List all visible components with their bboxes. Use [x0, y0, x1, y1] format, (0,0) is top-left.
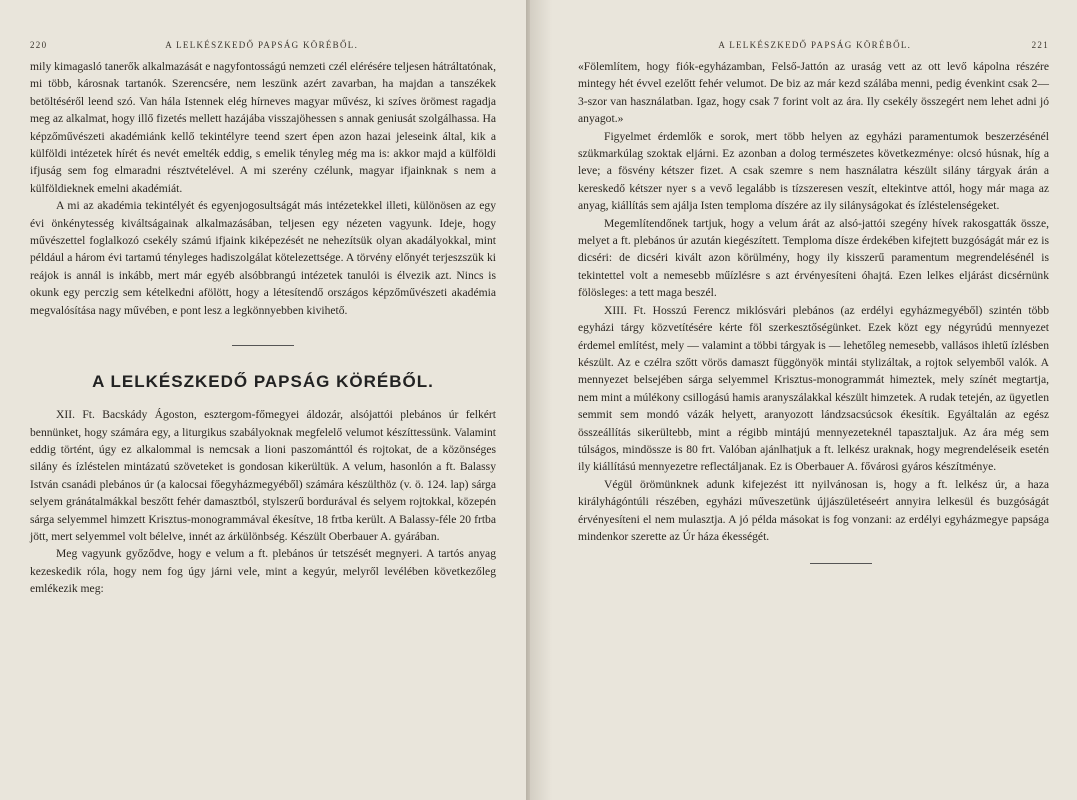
paragraph: Megemlítendőnek tartjuk, hogy a velum árát az alsó-jattói szegény hívek rakosgatták össze, melyet a ft. plebános úr azután kiegészített. Temploma dísze érdekében kifejtett buzgóságát már ez is dicséri: de dicséri kivált azon körülmény, hogy ily kisszerű paramentum megrendelésénél is tekintettel volt a nemesebb műízlésre s azt érvényesíteni óhajtá. Ezen lelkes eljárást dicsérnünk fölösleges: a tett maga beszél.: [578, 216, 1049, 300]
paragraph: Figyelmet érdemlők e sorok, mert több helyen az egyházi paramentumok beszerzésénél szükmarkúlag szoktak eljárni. Ez azonban a dolog természetes következménye: olcsó húsnak, híg a leve; a fösvény kétszer fizet. A csak szemre s nem használatra készült silány tárgyak árán a kereskedő kétszer nyer s a vevő legalább is tízszeresen veszít, eltekintve attól, hogy már maga az anyag, kiállítás sem ajálja Isten temploma díszére az ily silányságokat és ízléstelenségeket.: [578, 129, 1049, 213]
section-divider: [232, 345, 294, 346]
quotation-paragraph: «Fölemlítem, hogy fiók-egyházamban, Felső-Jattón az uraság vett az ott levő kápolna részére mintegy hét évvel ezelőtt fehér velumot. De biz az már kezd szálába menni, pedig évenkint csak 2—3-szor van használatban. Igaz, hogy csak 7 forint volt az ára. Ily csekély összegért nem lehet adni jó anyagot.»: [578, 60, 1049, 126]
section-title: A LELKÉSZKEDŐ PAPSÁG KÖRÉBŐL.: [92, 372, 434, 392]
paragraph: Meg vagyunk győződve, hogy e velum a ft. plebános úr tetszését megnyeri. A tartós anyag kezeskedik róla, hogy nem fog úgy járni vele, mint a kegyúr, melyről levélében következőleg emlékezik meg:: [30, 547, 496, 596]
running-head: A LELKÉSZKEDŐ PAPSÁG KÖRÉBŐL.: [165, 40, 359, 50]
closing-divider: [810, 563, 872, 564]
right-page: [530, 0, 1077, 800]
right-page-header: [578, 40, 1049, 58]
paragraph: mily kimagasló tanerők alkalmazását e nagyfontosságú nemzeti czél elérésére teljesen hátráltatónak, mi több, károsnak tartanók. Szerencsére, nem leszünk azért zavarban, ha majdan a tanszékek betöltéséről leend szó. Van hála Istennek elég hírneves magyar művész, ki szíves örömest ragadja meg az alkalmat, hogy illő fizetés mellett hazájába visszajöhessen s annak geniusát szolgálhassa. Ha képzőművészeti akadémiánk kellő tekintélyre teend szert épen azon hazai jeleseink által, kik a külföldi intézetek hírét és nevét emelték eddig, s emelik tényleg még ma is: akkor majd a külföldi ifjuság sem fog elmaradni résztvételével. A mi szerény czélunk, magyar ifjainknak s nem a külföldieknek emelni akadémiát.: [30, 60, 496, 195]
paragraph: XIII. Ft. Hosszú Ferencz miklósvári plebános (az erdélyi egyházmegyéből) szintén több egyházi tárgy közvetítésére kérte föl szerkesztőségünket. Ezek közt egy négyrúdú mennyezet érdemel említést, mely — valamint a többi tárgyak is — lehetőleg nemesebb, vallásos ihletű ízlésben készült. Az e czélra szőtt vörös damaszt függönyök mintái stylizáltak, a rojtok selyemből valók. A mennyezet belsejében sárga selyemmel Krisztus-monogrammát himeztek, mely színét megtartja, nem mint a múlékony csillogású hamis aranyszálakkal készült himzetek. A rudak tetején, az ügyetlen semmit sem mondó vázák helyett, aranyozott lándzsacsúcsok ékesítik. Egyáltalán az egész összeállítás sikerültebb, mint a régibb mintájú mennyezeteknél tapasztaljuk. Az ára még sem túlságos, mindössze is 80 frt. Valóban ajánlhatjuk a ft. lelkész uraknak, hogy megrendeléseik esetén ily kiállítású mennyezetre reflectáljanak. Ez is Oberbauer A. fővárosi gyáros készítménye.: [578, 303, 1049, 474]
paragraph: XII. Ft. Bacskády Ágoston, esztergom-főmegyei áldozár, alsójattói plebános úr felkért bennünket, hogy számára egy, a liturgikus szabályoknak megfelelő velumot készíttessünk. Valamint eddig történt, úgy ez alkalommal is nemcsak a lioni paszománttól és rojtokat, de a közönséges silány és ízléstelen mintázatú szöveteket is gondosan kikerültük. A velum, hasonlón a ft. Balassy István csanádi plebános úr (a kalocsai főegyházmegyéből) számára készülthöz (v. ö. 124. lap) sárga selyem gránátalmákkal beszőtt fehér damasztból, stylszerű bordurával és selyem rojtokkal, közepén sárga selyemmel himzett Krisztus-monogrammával ékesítve, 18 frtba került. A Balassy-féle 20 frtba jött, mert selyemmel volt bélelve, innét az árkülönbség. Készült Oberbauer A. gyárában.: [30, 408, 496, 543]
left-page-header: [30, 40, 496, 58]
running-head: A LELKÉSZKEDŐ PAPSÁG KÖRÉBŐL.: [718, 40, 912, 50]
paragraph: A mi az akadémia tekintélyét és egyenjogosultságát más intézetekkel illeti, különösen az egy évi önkénytesség kiváltságainak alkalmazásában, teljesen egy nézeten vagyunk. Ideje, hogy művészettel foglalkozó csekély számú ifjaink kiképezését ne nehezítsük olyan akadályokkal, mint például a három évi tartamú tényleges hadiszolgálat kötelezettsége. A törvény előnyét terjeszszük ki reájok is annál is inkább, mert már egyéb alsóbbrangú intézetek tanulói is élvezik azt. Nincs is okunk egy perczig sem kételkedni afölött, hogy a létesítendő országos képzőművészeti akadémia megvalósítása nagy művében, e pont lesz a legkönnyebben kivihető.: [30, 199, 496, 317]
page-number: 221: [1031, 40, 1049, 50]
paragraph: Végül örömünknek adunk kifejezést itt nyilvánosan is, hogy a ft. lelkész úr, a haza királyhágóntúli részében, egyházi műveszetünk újjászületéseért annyira lelkesül és buzgóságát érvényesíteni el nem mulasztja. A jó példa másokat is fog vonzani: az erdélyi egyházmegye papsága mindenkor szerette az Úr háza ékességét.: [578, 477, 1049, 543]
left-page: [0, 0, 530, 800]
page-number: 220: [30, 40, 48, 50]
